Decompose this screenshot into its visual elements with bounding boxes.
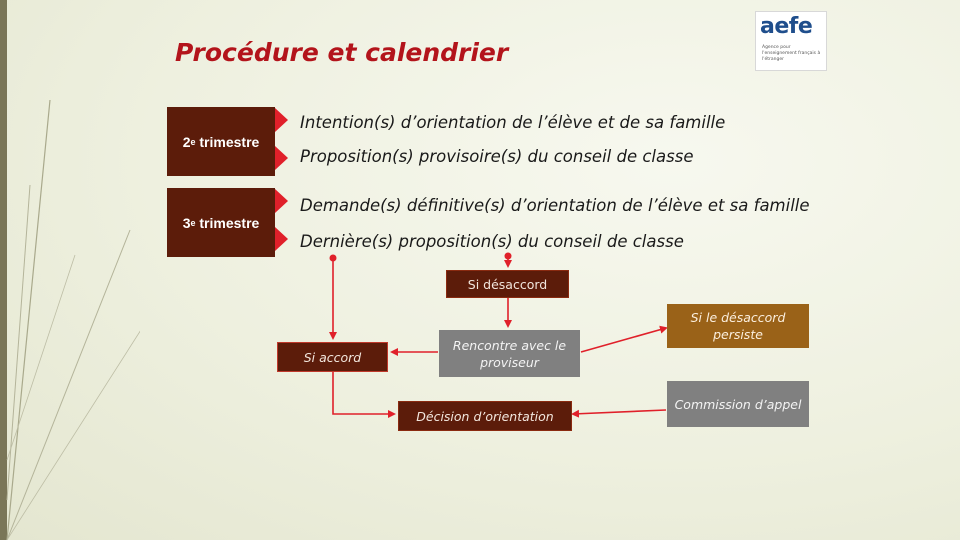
logo-subtitle: Agence pour l'enseignement français à l'étranger xyxy=(762,45,821,62)
trimester-2-label: trimestre xyxy=(199,133,260,150)
node-si-accord: Si accord xyxy=(277,342,388,372)
arrow-to-persiste xyxy=(581,328,666,352)
trimester-2-box: 2 e trimestre xyxy=(167,107,275,176)
trimester-3-box: 3 e trimestre xyxy=(167,188,275,257)
node-commission-appel: Commission d’appel xyxy=(667,381,809,427)
step-derniere-proposition: Dernière(s) proposition(s) du conseil de classe xyxy=(300,232,684,251)
node-si-desaccord: Si désaccord xyxy=(446,270,569,298)
trimester-3-label: trimestre xyxy=(199,214,260,231)
page-title: Procédure et calendrier xyxy=(175,38,509,67)
node-decision-orientation: Décision d’orientation xyxy=(398,401,572,431)
step-intention: Intention(s) d’orientation de l’élève et de sa famille xyxy=(300,113,726,132)
connector-dot-center xyxy=(505,253,512,260)
step-proposition-provisoire: Proposition(s) provisoire(s) du conseil de classe xyxy=(300,147,694,166)
node-rencontre-proviseur: Rencontre avec le proviseur xyxy=(439,330,580,377)
arrow-commission-to-decision xyxy=(573,410,666,414)
trimester-2-number: 2 xyxy=(182,133,191,150)
logo-wordmark: aefe xyxy=(760,14,813,39)
step-demande-definitive: Demande(s) définitive(s) d’orientation de l’élève et sa famille xyxy=(300,196,810,215)
trimester-3-number: 3 xyxy=(182,214,191,231)
arrow-accord-to-decision xyxy=(333,370,394,414)
node-desaccord-persiste: Si le désaccord persiste xyxy=(667,304,809,348)
connector-dot-left xyxy=(330,255,337,262)
